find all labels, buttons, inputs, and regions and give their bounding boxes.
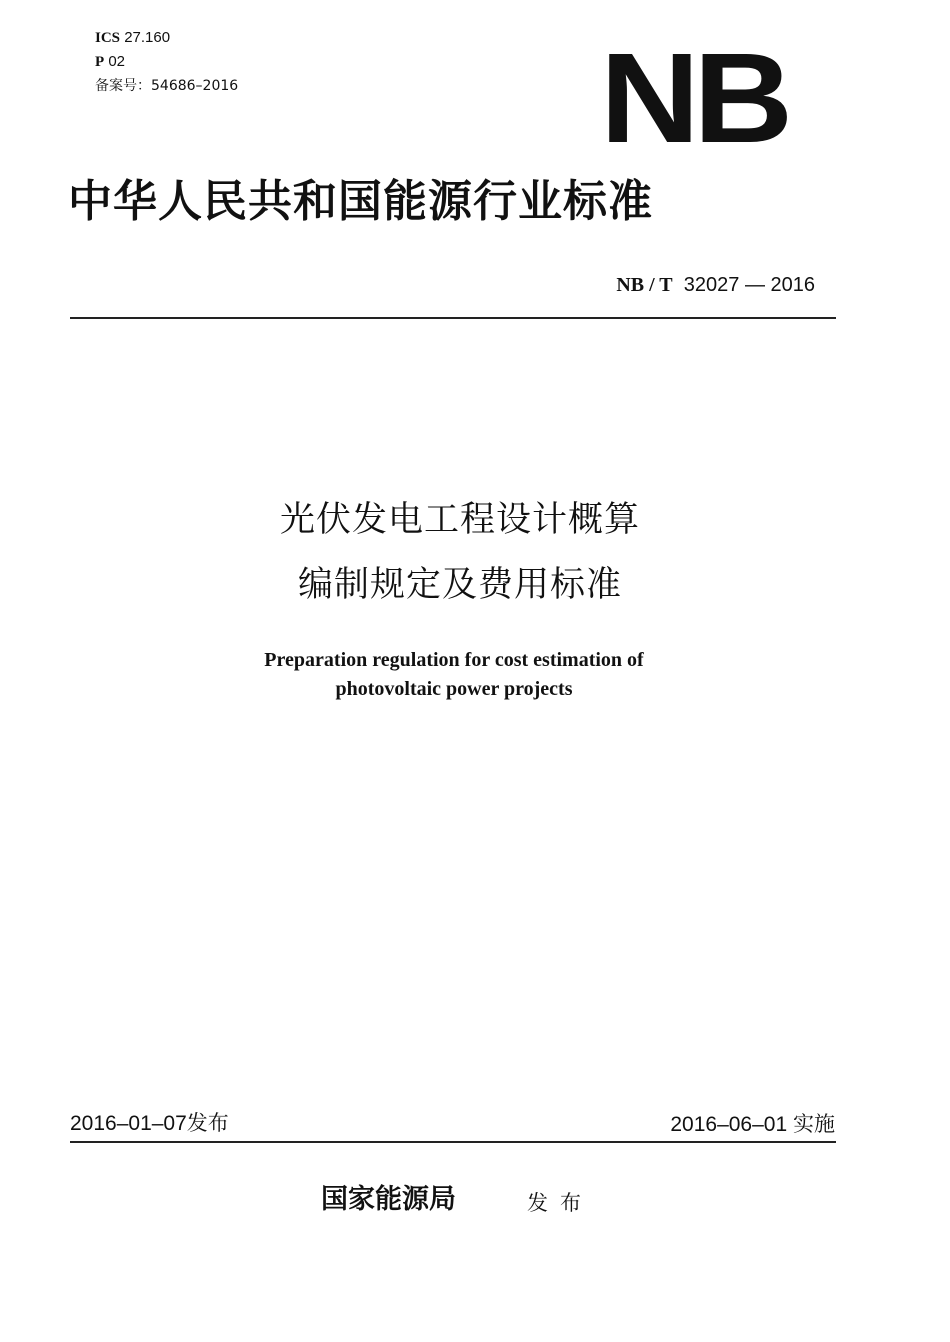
nb-logo: NB — [600, 27, 787, 170]
english-title-line-2: photovoltaic power projects — [335, 678, 573, 700]
issue-date: 2016–01–07发布 — [70, 1112, 229, 1135]
organization-title: 中华人民共和国能源行业标准 — [68, 176, 653, 227]
issuer-name: 国家能源局 — [321, 1184, 456, 1215]
record-number: 备案号：54686–2016 — [95, 78, 239, 94]
english-title-line-1: Preparation regulation for cost estimation of — [264, 649, 644, 671]
classification-code — [95, 53, 125, 71]
chinese-title-line-1: 光伏发电工程设计概算 — [279, 500, 640, 540]
issuer-action: 发布 — [527, 1191, 593, 1215]
ics-code — [95, 29, 170, 47]
top-divider — [70, 317, 836, 319]
ics-value: 27.160 — [124, 29, 171, 46]
implementation-date: 2016–06–01 实施 — [670, 1113, 835, 1136]
bottom-divider — [70, 1141, 836, 1143]
classification-value: 02 — [108, 53, 126, 70]
chinese-title-line-2: 编制规定及费用标准 — [297, 565, 622, 605]
standard-code-prefix: NB / T — [616, 274, 673, 296]
ics-label: ICS — [95, 30, 121, 46]
standard-code-number: 32027 — 2016 — [683, 274, 815, 296]
standard-code — [616, 272, 815, 298]
classification-label: P — [95, 54, 105, 70]
